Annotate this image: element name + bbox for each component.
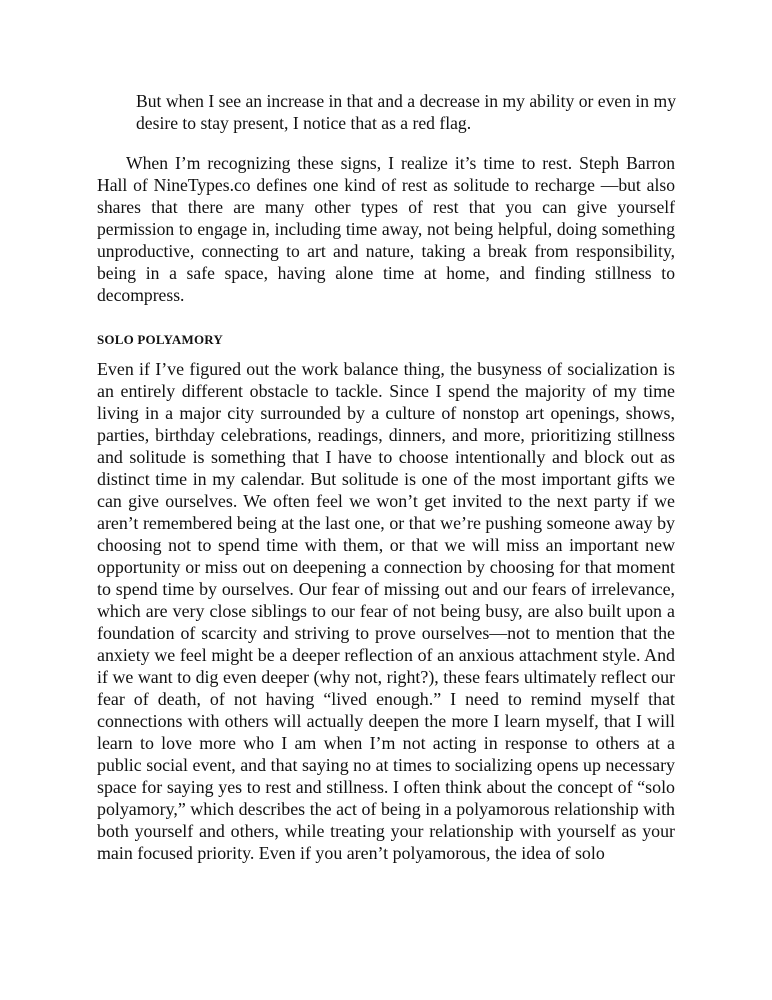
section-heading: SOLO POLYAMORY bbox=[97, 332, 223, 347]
body-paragraph-solo-polyamory: Even if I’ve figured out the work balance thing, the busyness of socialization is an entirely different obstacle to tackle. Since I spend the majority of my time living in a major city surrounded by a culture of nonstop art openings, shows, parties, birthday celebrations, readings, dinners, and more, prioritizing stillness and solitude is something that I have to choose intentionally and block out as distinct time in my calendar. But solitude is one of the most important gifts we can give ourselves. We often feel we won’t get invited to the next party if we aren’t remembered being at the last one, or that we’re pushing someone away by choosing not to spend time with them, or that we will miss an important new opportunity or miss out on deepening a connection by choosing for that moment to spend time by ourselves. Our fear of missing out and our fears of irrelevance, which are very close siblings to our fear of not being busy, are also built upon a foundation of scarcity and striving to prove ourselves—not to mention that the anxiety we feel might be a deeper reflection of an anxious attachment style. And if we want to dig even deeper (why not, right?), these fears ultimately reflect our fear of death, of not having “lived enough.” I need to remind myself that connections with others will actually deepen the more I learn myself, that I will learn to love more who I am when I’m not acting in response to others at a public social event, and that saying no at times to socializing opens up necessary space for saying yes to rest and stillness. I often think about the concept of “solo polyamory,” which describes the act of being in a polyamorous relationship with both yourself and others, while treating your relationship with yourself as your main focused priority. Even if you aren’t polyamorous, the idea of solo bbox=[97, 359, 675, 863]
block-quote: But when I see an increase in that and a decrease in my ability or even in my desire to stay present, I notice that as a red flag. bbox=[136, 91, 676, 133]
body-paragraph-rest: When I’m recognizing these signs, I realize it’s time to rest. Steph Barron Hall of NineTypes.co defines one kind of rest as solitude to recharge —but also shares that there are many other types of rest that you can give yourself permission to engage in, including time away, not being helpful, doing something unproductive, connecting to art and nature, taking a break from responsibility, being in a safe space, having alone time at home, and finding stillness to decompress. bbox=[97, 153, 675, 305]
